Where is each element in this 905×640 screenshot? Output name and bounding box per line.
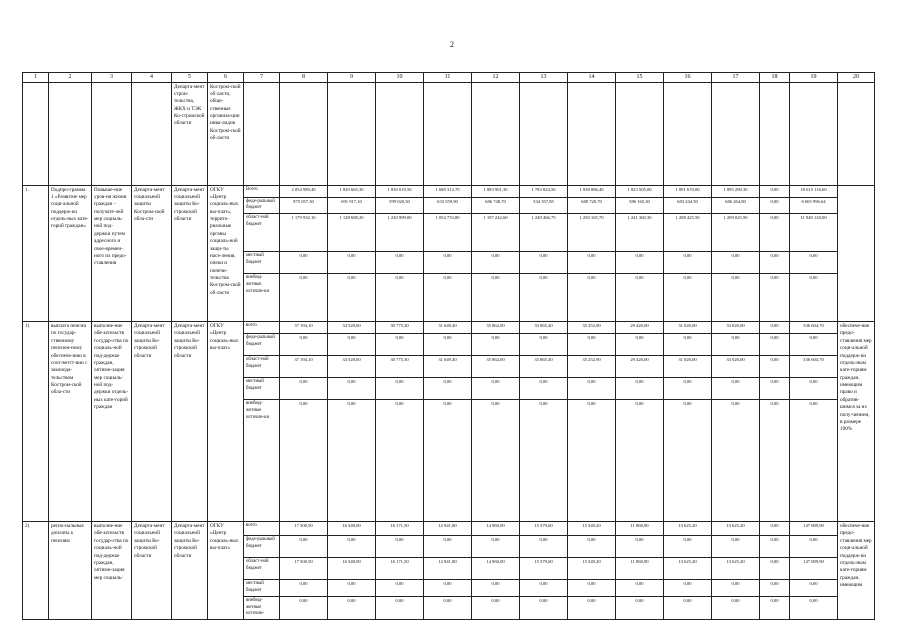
amount-cell: 0,00 <box>664 334 712 356</box>
amount-cell: 14 960,00 <box>472 558 520 580</box>
amount-cell: 0,00 <box>712 334 760 356</box>
column-header: 20 <box>838 73 875 83</box>
expected-result: обеспече-ние предо-ставления мер соци-альной поддерж-ки отдель-ным кате-гориям граждан, имеющим <box>838 522 875 620</box>
co-executor: Департа-мент социальной защиты Ко-стромской области <box>172 322 208 522</box>
amount-cell: 0,00 <box>520 252 568 274</box>
amount-cell: 0,00 <box>280 536 328 558</box>
amount-cell: 1 250 165,70 <box>568 214 616 252</box>
amount-cell: 0,00 <box>520 274 568 322</box>
amount-cell: 0,00 <box>568 536 616 558</box>
amount-cell: 0,00 <box>376 580 424 597</box>
amount-cell: 0,00 <box>280 252 328 274</box>
amount-cell: 1 209 025,90 <box>712 214 760 252</box>
amount-cell: 35 252,90 <box>568 322 616 334</box>
funding-source: местный бюджет <box>244 378 280 400</box>
funding-source: област-ной бюджет <box>244 356 280 378</box>
amount-cell: 1 830 019,50 <box>376 185 424 197</box>
amount-cell: 0,00 <box>328 536 376 558</box>
amount-cell: 0,00 <box>616 378 664 400</box>
amount-cell: 31 026,00 <box>664 322 712 334</box>
amount-cell: 0,00 <box>712 252 760 274</box>
amount-cell: 0,00 <box>280 400 328 522</box>
amount-cell: 0,00 <box>760 274 790 322</box>
amount-cell: 16 171,50 <box>376 522 424 536</box>
row-number: 1. <box>23 185 49 322</box>
amount-cell: 0,00 <box>472 400 520 522</box>
executor-continuation: Департа-мент строи-тельства, ЖКХ и ТЭК Ко-стромской области <box>172 82 208 185</box>
amount-cell: 0,00 <box>616 536 664 558</box>
amount-cell: 15 349,20 <box>568 522 616 536</box>
responsible-executor: Департа-мент социальной защиты Ко-стромской области <box>132 522 172 620</box>
amount-cell: 0,00 <box>616 580 664 597</box>
expected-result: обеспече-ние предо-ставления мер соци-альной поддерж-ки отдель-ным кате-гориям граждан, имеющим право и обратив-шимся за их полу-чением, в размере 100% <box>838 322 875 522</box>
amount-cell: 0,00 <box>712 596 760 619</box>
amount-cell: 1 230 999,00 <box>376 214 424 252</box>
amount-cell: 1 823 505,00 <box>616 185 664 197</box>
column-header: 17 <box>712 73 760 83</box>
amount-cell: 336 604,70 <box>790 356 838 378</box>
amount-cell: 0,00 <box>472 596 520 619</box>
responsible-executor: Департа-мент социальной защиты Костром-ской обла-сти <box>132 185 172 322</box>
amount-cell: 0,00 <box>616 334 664 356</box>
amount-cell: 0,00 <box>790 334 838 356</box>
amount-cell: 0,00 <box>760 185 790 197</box>
amount-cell: 0,00 <box>760 197 790 214</box>
funding-source: местный бюджет <box>244 580 280 597</box>
amount-cell: 11 949 120,00 <box>790 214 838 252</box>
funding-source: феде-ральный бюджет <box>244 536 280 558</box>
amount-cell: 0,00 <box>664 252 712 274</box>
amount-cell: 0,00 <box>328 580 376 597</box>
column-header: 13 <box>520 73 568 83</box>
amount-cell: 0,00 <box>568 400 616 522</box>
amount-cell: 14 960,00 <box>472 522 520 536</box>
amount-cell: 0,00 <box>712 274 760 322</box>
column-header: 11 <box>424 73 472 83</box>
column-header: 14 <box>568 73 616 83</box>
amount-cell: 0,00 <box>376 334 424 356</box>
amount-cell: 6 665 996,64 <box>790 197 838 214</box>
amount-cell: 1 895 290,30 <box>712 185 760 197</box>
amount-cell: 1 820 665,30 <box>328 185 376 197</box>
amount-cell: 13 625,20 <box>664 522 712 536</box>
amount-cell: 0,00 <box>280 334 328 356</box>
amount-cell: 147 809,90 <box>790 522 838 536</box>
amount-cell: 0,00 <box>664 596 712 619</box>
amount-cell: 37 194,10 <box>280 356 328 378</box>
column-header: 2 <box>49 73 92 83</box>
amount-cell: 35 252,90 <box>568 356 616 378</box>
amount-cell: 0,00 <box>568 274 616 322</box>
amount-cell: 0,00 <box>760 214 790 252</box>
amount-cell: 0,00 <box>568 378 616 400</box>
amount-cell: 17 500,50 <box>280 558 328 580</box>
funding-source: феде-ральный бюджет <box>244 197 280 214</box>
amount-cell: 31 649,40 <box>424 322 472 334</box>
amount-cell: 15 349,20 <box>568 558 616 580</box>
column-header: 16 <box>664 73 712 83</box>
amount-cell: 16 348,00 <box>328 558 376 580</box>
amount-cell: 0,00 <box>760 334 790 356</box>
amount-cell: 0,00 <box>664 378 712 400</box>
amount-cell: 1 208 425,50 <box>664 214 712 252</box>
amount-cell: 15 379,60 <box>520 522 568 536</box>
amount-cell: 1 249 466,75 <box>520 214 568 252</box>
responsible-executor: Департа-мент социальной защиты Ко-стромской области <box>132 322 172 522</box>
amount-cell: 0,00 <box>472 580 520 597</box>
column-header: 6 <box>208 73 244 83</box>
amount-cell: 0,00 <box>424 400 472 522</box>
amount-cell: 33 865,40 <box>520 322 568 334</box>
page-number: 2 <box>450 40 454 49</box>
amount-cell: 0,00 <box>520 334 568 356</box>
funding-source: внебюд-жетные источни- <box>244 596 280 619</box>
amount-cell: 1 891 670,00 <box>664 185 712 197</box>
column-header: 12 <box>472 73 520 83</box>
amount-cell: 0,00 <box>376 252 424 274</box>
amount-cell: 0,00 <box>376 378 424 400</box>
amount-cell: 688 720,70 <box>568 197 616 214</box>
amount-cell: 0,00 <box>790 580 838 597</box>
column-header: 19 <box>790 73 838 83</box>
amount-cell: 691 917,10 <box>328 197 376 214</box>
amount-cell: 0,00 <box>520 580 568 597</box>
amount-cell: 0,00 <box>424 536 472 558</box>
amount-cell: 1 688 313,70 <box>424 185 472 197</box>
expected-result <box>838 185 875 322</box>
amount-cell: 17 500,50 <box>280 522 328 536</box>
column-header: 9 <box>328 73 376 83</box>
amount-cell: 0,00 <box>760 252 790 274</box>
recipient-continuation: Костром-ской об-ласти, обще-ственные организа-ции инва-лидов Костром-ской об-ласти <box>208 82 244 185</box>
amount-cell: 1 938 886,40 <box>568 185 616 197</box>
amount-cell: 0,00 <box>760 580 790 597</box>
amount-cell: 0,00 <box>280 274 328 322</box>
amount-cell: 0,00 <box>760 356 790 378</box>
amount-cell: 13 625,20 <box>712 558 760 580</box>
amount-cell: 0,00 <box>790 274 838 322</box>
amount-cell: 11 868,90 <box>616 522 664 536</box>
amount-cell: 0,00 <box>664 580 712 597</box>
amount-cell: 0,00 <box>568 596 616 619</box>
amount-cell: 13 625,20 <box>712 522 760 536</box>
amount-cell: 37 194,10 <box>280 322 328 334</box>
amount-cell: 1 179 932,10 <box>280 214 328 252</box>
amount-cell: 0,00 <box>328 334 376 356</box>
amount-cell: 0,00 <box>760 558 790 580</box>
amount-cell: 33 026,00 <box>712 356 760 378</box>
amount-cell: 0,00 <box>790 400 838 522</box>
amount-cell: 35 862,00 <box>472 356 520 378</box>
column-header: 10 <box>376 73 424 83</box>
funding-source: Всего <box>244 185 280 197</box>
amount-cell: 0,00 <box>790 536 838 558</box>
amount-cell: 33 026,00 <box>712 322 760 334</box>
co-executor: Департа-мент социальной защиты Ко-стромской области <box>172 522 208 620</box>
column-number-row <box>23 73 875 83</box>
amount-cell: 0,00 <box>520 536 568 558</box>
measure-name: Подпро-грамма 1 «Развитие мер соци-альной поддерж-ки отдель-ных кате-горий граждан» <box>49 185 92 322</box>
amount-cell: 0,00 <box>760 378 790 400</box>
amount-cell: 0,00 <box>760 596 790 619</box>
amount-cell: 0,00 <box>664 274 712 322</box>
finance-row <box>23 185 875 197</box>
amount-cell: 0,00 <box>328 274 376 322</box>
funding-source: всего <box>244 522 280 536</box>
amount-cell: 16 171,50 <box>376 558 424 580</box>
amount-cell: 0,00 <box>472 536 520 558</box>
amount-cell: 0,00 <box>280 596 328 619</box>
amount-cell: 0,00 <box>424 596 472 619</box>
amount-cell: 0,00 <box>472 378 520 400</box>
measure-goal: Повыше-ние уров-ня жизни граждан – получате-лей мер социаль-ной под-держки путем адресного и свое-времен-ного их предо-ставления <box>92 185 132 322</box>
amount-cell: 0,00 <box>616 400 664 522</box>
amount-cell: 633 559,90 <box>424 197 472 214</box>
column-header: 5 <box>172 73 208 83</box>
amount-cell: 13 625,20 <box>664 558 712 580</box>
amount-cell: 0,00 <box>616 274 664 322</box>
amount-cell: 147 809,90 <box>790 558 838 580</box>
funding-source: внебюд-жетные источни-ки <box>244 400 280 522</box>
amount-cell: 34 528,60 <box>328 356 376 378</box>
amount-cell: 0,00 <box>472 334 520 356</box>
participant: ОГКУ «Центр социаль-ных вы-плат», террито-риальные органы социаль-ной защи-ты насе-ления, опеки и попечи-тельства Костром-ской об-ласти <box>208 185 244 322</box>
finance-row <box>23 522 875 536</box>
amount-cell: 1 241 360,30 <box>616 214 664 252</box>
amount-cell: 0,00 <box>376 274 424 322</box>
funding-source: област-ной бюджет <box>244 558 280 580</box>
amount-cell: 0,00 <box>424 274 472 322</box>
amount-cell: 586 165,30 <box>616 197 664 214</box>
amount-cell: 29 426,00 <box>616 356 664 378</box>
measure-name: выплата пенсии по государ-ственному пенсион-ному обеспече-нию в соот-ветст-вии с законода-тельством Костром-ской обла-сти <box>49 322 92 522</box>
column-header: 3 <box>92 73 132 83</box>
funding-source: внебюд-жетные источни-ки <box>244 274 280 322</box>
amount-cell: 875 057,30 <box>280 197 328 214</box>
measure-goal: выполне-ние обя-зательств государ-ства по социаль-ной под-держке граждан, оптими-зация мер социаль-ной под-держки отдель-ных кате-горий граждан <box>92 322 132 522</box>
finance-row <box>23 322 875 334</box>
amount-cell: 0,00 <box>568 252 616 274</box>
amount-cell: 0,00 <box>280 580 328 597</box>
amount-cell: 0,00 <box>520 378 568 400</box>
funding-source: област-ной бюджет <box>244 214 280 252</box>
amount-cell: 0,00 <box>760 400 790 522</box>
amount-cell: 686 264,80 <box>712 197 760 214</box>
column-header: 15 <box>616 73 664 83</box>
amount-cell: 0,00 <box>790 596 838 619</box>
amount-cell: 0,00 <box>712 536 760 558</box>
funding-source: местный бюджет <box>244 252 280 274</box>
amount-cell: 599 020,50 <box>376 197 424 214</box>
amount-cell: 1 128 688,20 <box>328 214 376 252</box>
amount-cell: 16 348,00 <box>328 522 376 536</box>
row-number: 1) <box>23 322 49 522</box>
amount-cell: 0,00 <box>616 596 664 619</box>
amount-cell: 0,00 <box>328 400 376 522</box>
amount-cell: 1 054 753,80 <box>424 214 472 252</box>
amount-cell: 30 775,30 <box>376 356 424 378</box>
amount-cell: 12 941,80 <box>424 522 472 536</box>
amount-cell: 0,00 <box>712 400 760 522</box>
amount-cell: 0,00 <box>424 252 472 274</box>
amount-cell: 0,00 <box>520 400 568 522</box>
amount-cell: 0,00 <box>664 536 712 558</box>
amount-cell: 35 862,00 <box>472 322 520 334</box>
amount-cell: 18 615 116,60 <box>790 185 838 197</box>
amount-cell: 0,00 <box>790 378 838 400</box>
amount-cell: 0,00 <box>472 274 520 322</box>
amount-cell: 0,00 <box>664 400 712 522</box>
amount-cell: 0,00 <box>376 596 424 619</box>
amount-cell: 29 426,00 <box>616 322 664 334</box>
amount-cell: 0,00 <box>712 580 760 597</box>
amount-cell: 0,00 <box>520 596 568 619</box>
amount-cell: 30 775,30 <box>376 322 424 334</box>
amount-cell: 0,00 <box>376 400 424 522</box>
amount-cell: 0,00 <box>328 378 376 400</box>
amount-cell: 0,00 <box>568 580 616 597</box>
amount-cell: 0,00 <box>616 252 664 274</box>
amount-cell: 0,00 <box>568 334 616 356</box>
amount-cell: 0,00 <box>376 536 424 558</box>
amount-cell: 0,00 <box>280 378 328 400</box>
amount-cell: 0,00 <box>424 378 472 400</box>
amount-cell: 0,00 <box>790 252 838 274</box>
measure-name: регио-нальные доплаты к пенсиям <box>49 522 92 620</box>
amount-cell: 336 604,70 <box>790 322 838 334</box>
co-executor: Департа-мент социальной защиты Ко-стромской области <box>172 185 208 322</box>
amount-cell: 0,00 <box>328 252 376 274</box>
measure-goal: выполне-ние обя-зательств государ-ства по социаль-ной под-держке граждан, оптими-зация мер социаль- <box>92 522 132 620</box>
continuation-row <box>23 82 875 185</box>
amount-cell: 11 868,90 <box>616 558 664 580</box>
amount-cell: 0,00 <box>424 580 472 597</box>
amount-cell: 12 941,80 <box>424 558 472 580</box>
participant: ОГКУ «Центр социаль-ных вы-плат» <box>208 322 244 522</box>
amount-cell: 31 649,40 <box>424 356 472 378</box>
amount-cell: 0,00 <box>760 322 790 334</box>
row-number: 2) <box>23 522 49 620</box>
amount-cell: 34 528,60 <box>328 322 376 334</box>
column-header: 18 <box>760 73 790 83</box>
amount-cell: 0,00 <box>760 522 790 536</box>
amount-cell: 1 197 242,60 <box>472 214 520 252</box>
column-header: 7 <box>244 73 280 83</box>
funding-source: феде-ральный бюджет <box>244 334 280 356</box>
amount-cell: 15 379,60 <box>520 558 568 580</box>
amount-cell: 534 357,85 <box>520 197 568 214</box>
amount-cell: 0,00 <box>328 596 376 619</box>
column-header: 8 <box>280 73 328 83</box>
amount-cell: 2 054 989,40 <box>280 185 328 197</box>
amount-cell: 683 244,50 <box>664 197 712 214</box>
column-header: 4 <box>132 73 172 83</box>
amount-cell: 0,00 <box>760 536 790 558</box>
participant: ОГКУ «Центр социаль-ных вы-плат» <box>208 522 244 620</box>
amount-cell: 1 783 824,56 <box>520 185 568 197</box>
amount-cell: 1 883 901,30 <box>472 185 520 197</box>
amount-cell: 0,00 <box>712 378 760 400</box>
funding-source: всего <box>244 322 280 334</box>
column-header: 1 <box>23 73 49 83</box>
amount-cell: 33 865,40 <box>520 356 568 378</box>
amount-cell: 0,00 <box>472 252 520 274</box>
amount-cell: 31 026,00 <box>664 356 712 378</box>
program-finance-table <box>22 72 875 620</box>
amount-cell: 0,00 <box>424 334 472 356</box>
amount-cell: 686 748,70 <box>472 197 520 214</box>
